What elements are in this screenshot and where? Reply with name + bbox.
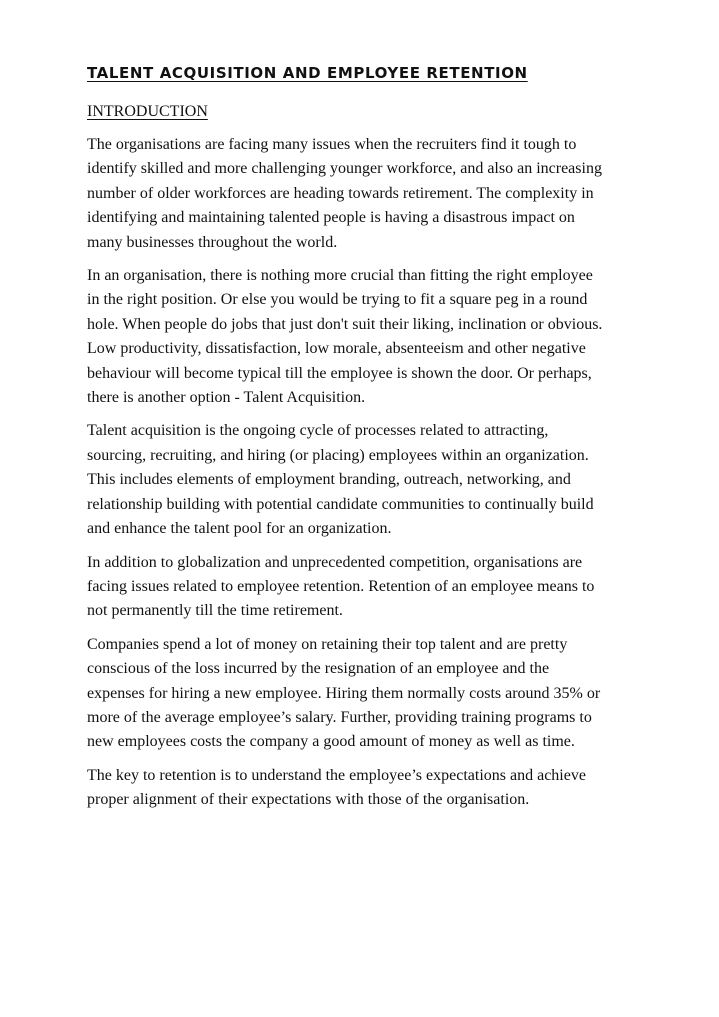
paragraph-line: many businesses throughout the world. — [87, 233, 338, 251]
document-title: TALENT ACQUISITION AND EMPLOYEE RETENTION — [87, 64, 528, 82]
paragraph-line: facing issues related to employee retention. Retention of an employee means to — [87, 577, 595, 595]
paragraph-line: In an organisation, there is nothing more crucial than fitting the right employee — [87, 267, 593, 285]
paragraph-line: behaviour will become typical till the employee is shown the door. Or perhaps, — [87, 364, 592, 382]
paragraph — [87, 633, 647, 755]
paragraph — [87, 419, 647, 541]
paragraph-line: Low productivity, dissatisfaction, low morale, absenteeism and other negative — [87, 340, 586, 358]
document-body — [87, 60, 647, 822]
paragraph-line: Companies spend a lot of money on retaining their top talent and are pretty — [87, 635, 568, 653]
paragraph-line: new employees costs the company a good amount of money as well as time. — [87, 733, 575, 751]
paragraph-line: sourcing, recruiting, and hiring (or placing) employees within an organization. — [87, 446, 589, 464]
paragraph-line: identifying and maintaining talented people is having a disastrous impact on — [87, 209, 575, 227]
paragraph-line: proper alignment of their expectations with those of the organisation. — [87, 791, 530, 809]
paragraph-line: conscious of the loss incurred by the resignation of an employee and the — [87, 660, 550, 678]
paragraph-line: expenses for hiring a new employee. Hiring them normally costs around 35% or — [87, 684, 601, 702]
paragraph-line: not permanently till the time retirement. — [87, 602, 343, 620]
paragraph-line: Talent acquisition is the ongoing cycle of processes related to attracting, — [87, 422, 549, 440]
paragraph-line: identify skilled and more challenging younger workforce, and also an increasing — [87, 160, 602, 178]
paragraph-line: there is another option - Talent Acquisition. — [87, 389, 366, 407]
paragraph-line: This includes elements of employment branding, outreach, networking, and — [87, 471, 571, 489]
paragraph — [87, 764, 647, 813]
paragraph-list — [87, 133, 647, 813]
paragraph — [87, 264, 647, 410]
paragraph-line: hole. When people do jobs that just don't suit their liking, inclination or obvious. — [87, 315, 603, 333]
paragraph-line: in the right position. Or else you would be trying to fit a square peg in a round — [87, 291, 588, 309]
paragraph — [87, 133, 647, 255]
paragraph-line: The key to retention is to understand the employee’s expectations and achieve — [87, 766, 586, 784]
paragraph-line: number of older workforces are heading towards retirement. The complexity in — [87, 184, 594, 202]
section-heading-introduction: INTRODUCTION — [87, 103, 208, 120]
paragraph-line: relationship building with potential candidate communities to continually build — [87, 495, 594, 513]
paragraph-line: more of the average employee’s salary. Further, providing training programs to — [87, 708, 592, 726]
paragraph-line: and enhance the talent pool for an organization. — [87, 520, 392, 538]
paragraph — [87, 551, 647, 624]
paragraph-line: In addition to globalization and unprecedented competition, organisations are — [87, 553, 583, 571]
paragraph-line: The organisations are facing many issues when the recruiters find it tough to — [87, 136, 577, 153]
